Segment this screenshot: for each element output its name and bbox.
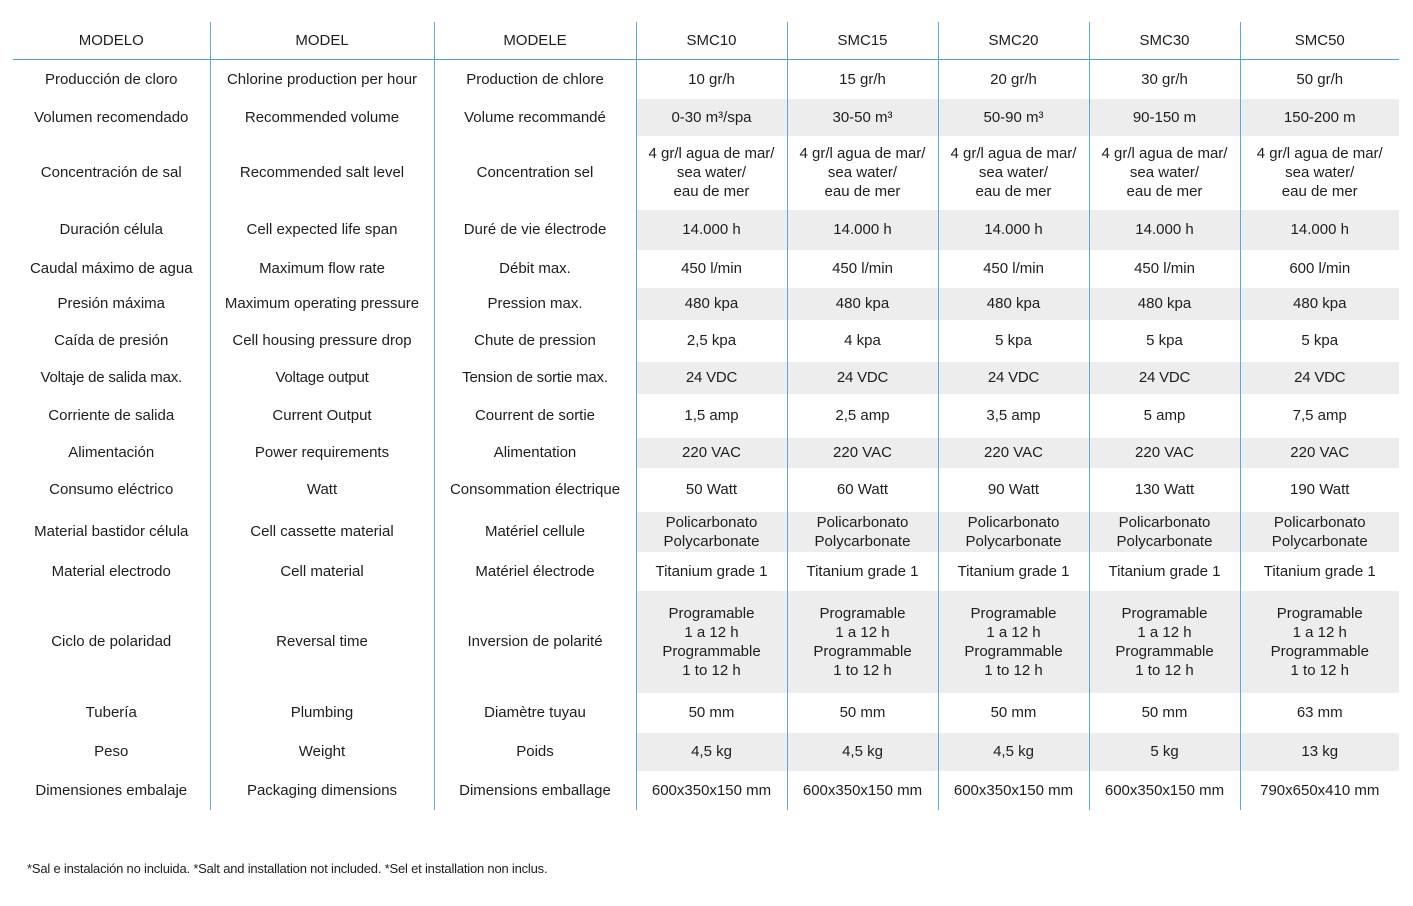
cell-smc-3: Policarbonato Polycarbonate [938,512,1089,552]
label-fr: Poids [434,733,636,771]
cell-smc-2: 24 VDC [787,362,938,394]
table-row [13,136,1399,210]
label-es: Material electrodo [13,552,210,591]
label-fr: Dimensions emballage [434,771,636,810]
cell-smc-4: 480 kpa [1089,288,1240,320]
label-fr: Volume recommandé [434,99,636,136]
label-fr: Diamètre tuyau [434,693,636,733]
footnote: *Sal e instalación no incluida. *Salt and installation not included. *Sel et installation non inclus. [27,861,548,876]
label-es: Peso [13,733,210,771]
cell-smc-1: 480 kpa [636,288,787,320]
cell-smc-3: 220 VAC [938,438,1089,468]
cell-smc-4: 14.000 h [1089,210,1240,250]
cell-smc-5: 220 VAC [1240,438,1399,468]
label-en: Maximum flow rate [210,250,434,288]
header-smc20: SMC20 [938,22,1089,60]
cell-smc-5: Titanium grade 1 [1263,562,1376,580]
cell-smc-1: 2,5 kpa [636,320,787,362]
cell-smc-1: 220 VAC [636,438,787,468]
cell-smc-1: 24 VDC [636,362,787,394]
cell-smc-5: 480 kpa [1240,288,1399,320]
label-es: Tubería [13,693,210,733]
cell-smc-2: 30-50 m³ [787,99,938,136]
label-fr: Pression max. [434,288,636,320]
label-es: Voltaje de salida max. [13,362,210,394]
cell-smc-4: 600x350x150 mm [1089,771,1240,810]
label-en: Packaging dimensions [210,771,434,810]
cell-smc-2: 220 VAC [787,438,938,468]
table-row [13,362,1399,394]
header-row [13,22,1399,60]
header-smc30: SMC30 [1089,22,1240,60]
cell-smc-3: 20 gr/h [938,60,1089,99]
cell-smc-5: 13 kg [1240,733,1399,771]
label-en: Watt [210,468,434,512]
table-row [13,438,1399,468]
cell-smc-5: Programable 1 a 12 h Programmable 1 to 12 h [1240,591,1399,693]
cell-smc-3: 4 gr/l agua de mar/ sea water/ eau de mer [938,136,1089,210]
label-en: Cell housing pressure drop [210,320,434,362]
label-fr: Alimentation [434,438,636,468]
cell-smc-2: 15 gr/h [787,60,938,99]
table-row [13,320,1399,362]
cell-smc-2: Titanium grade 1 [787,552,938,591]
cell-smc-2: 600x350x150 mm [787,771,938,810]
cell-smc-2: 4 gr/l agua de mar/ sea water/ eau de mer [787,136,938,210]
cell-smc-1: Programable 1 a 12 h Programmable 1 to 12 h [636,591,787,693]
label-en: Cell material [210,552,434,591]
cell-smc-4: 30 gr/h [1089,60,1240,99]
cell-smc-1: 450 l/min [636,250,787,288]
label-en: Plumbing [210,693,434,733]
table-row [13,771,1399,810]
cell-smc-3: 90 Watt [938,468,1089,512]
label-es: Ciclo de polaridad [13,591,210,693]
table-row [13,693,1399,733]
header-modele: MODELE [434,22,636,60]
table-row [13,60,1399,99]
table-row [13,288,1399,320]
cell-smc-4: Programable 1 a 12 h Programmable 1 to 12 h [1089,591,1240,693]
label-es: Corriente de salida [13,394,210,438]
cell-smc-1: 4,5 kg [636,733,787,771]
cell-smc-5: 4 gr/l agua de mar/ sea water/ eau de mer [1256,145,1383,200]
cell-smc-2: 14.000 h [787,210,938,250]
label-en: Power requirements [210,438,434,468]
label-en: Recommended volume [210,99,434,136]
cell-smc-2: Policarbonato Polycarbonate [787,512,938,552]
table-row [13,552,1399,591]
cell-smc-4: 220 VAC [1089,438,1240,468]
label-en: Reversal time [210,591,434,693]
cell-smc-4: 24 VDC [1089,362,1240,394]
cell-smc-5: 790x650x410 mm [1260,781,1380,799]
cell-smc-3: 50-90 m³ [938,99,1089,136]
cell-smc-1: 14.000 h [636,210,787,250]
header-smc15: SMC15 [787,22,938,60]
label-fr: Duré de vie électrode [434,210,636,250]
header-model: MODEL [210,22,434,60]
table-row [13,468,1399,512]
cell-smc-2: 50 mm [787,693,938,733]
label-es: Volumen recomendado [13,99,210,136]
cell-smc-4: Titanium grade 1 [1089,552,1240,591]
cell-smc-5: 150-200 m [1240,99,1399,136]
label-en: Chlorine production per hour [210,60,434,99]
label-fr: Production de chlore [434,60,636,99]
label-en: Weight [210,733,434,771]
table-row [13,250,1399,288]
cell-smc-1: 10 gr/h [636,60,787,99]
label-fr: Consommation électrique [434,468,636,512]
label-es: Producción de cloro [13,60,210,99]
cell-smc-1: Policarbonato Polycarbonate [636,512,787,552]
label-en: Cell expected life span [210,210,434,250]
cell-smc-4: 5 kg [1089,733,1240,771]
cell-smc-3: 4,5 kg [938,733,1089,771]
label-fr: Courrent de sortie [434,394,636,438]
label-en: Maximum operating pressure [210,288,434,320]
header-smc50: SMC50 [1240,22,1399,60]
cell-smc-2: Programable 1 a 12 h Programmable 1 to 12 h [787,591,938,693]
cell-smc-3: 600x350x150 mm [938,771,1089,810]
table-row [13,512,1399,552]
cell-smc-4: 130 Watt [1089,468,1240,512]
label-en: Current Output [210,394,434,438]
label-fr: Inversion de polarité [434,591,636,693]
cell-smc-1: 4 gr/l agua de mar/ sea water/ eau de mer [636,136,787,210]
spec-table [13,22,1399,810]
cell-smc-2: 4 kpa [787,320,938,362]
cell-smc-1: Titanium grade 1 [636,552,787,591]
cell-smc-4: 5 kpa [1089,320,1240,362]
table-row [13,99,1399,136]
label-es: Presión máxima [13,288,210,320]
cell-smc-4: 50 mm [1089,693,1240,733]
label-en: Recommended salt level [210,136,434,210]
cell-smc-4: 450 l/min [1089,250,1240,288]
label-en: Cell cassette material [210,512,434,552]
header-modelo: MODELO [13,22,210,60]
cell-smc-3: 480 kpa [938,288,1089,320]
cell-smc-5: 600 l/min [1289,260,1351,277]
label-es: Concentración de sal [13,136,210,210]
cell-smc-3: 5 kpa [938,320,1089,362]
cell-smc-1: 50 mm [636,693,787,733]
cell-smc-2: 4,5 kg [787,733,938,771]
cell-smc-5: Policarbonato Polycarbonate [1240,512,1399,552]
label-fr: Tension de sortie max. [434,362,636,394]
label-fr: Débit max. [434,250,636,288]
label-es: Caudal máximo de agua [13,250,210,288]
cell-smc-2: 60 Watt [787,468,938,512]
cell-smc-4: 4 gr/l agua de mar/ sea water/ eau de mer [1089,136,1240,210]
label-fr: Concentration sel [434,136,636,210]
cell-smc-1: 0-30 m³/spa [636,99,787,136]
label-fr: Chute de pression [434,320,636,362]
cell-smc-5: 63 mm [1296,704,1343,721]
cell-smc-5: 7,5 amp [1292,407,1347,424]
cell-smc-3: Titanium grade 1 [938,552,1089,591]
cell-smc-5: 14.000 h [1240,210,1399,250]
header-smc10: SMC10 [636,22,787,60]
label-fr: Matériel électrode [434,552,636,591]
cell-smc-5: 5 kpa [1301,332,1339,349]
label-es: Material bastidor célula [13,512,210,552]
cell-smc-3: Programable 1 a 12 h Programmable 1 to 12 h [938,591,1089,693]
cell-smc-1: 50 Watt [636,468,787,512]
cell-smc-2: 450 l/min [787,250,938,288]
cell-smc-3: 24 VDC [938,362,1089,394]
table-row [13,210,1399,250]
cell-smc-1: 600x350x150 mm [636,771,787,810]
cell-smc-5: 190 Watt [1290,481,1350,498]
label-es: Caída de presión [13,320,210,362]
label-es: Consumo eléctrico [13,468,210,512]
cell-smc-3: 450 l/min [938,250,1089,288]
label-en: Voltage output [210,362,434,394]
label-fr: Matériel cellule [434,512,636,552]
cell-smc-5: 50 gr/h [1296,70,1344,88]
cell-smc-2: 480 kpa [787,288,938,320]
label-es: Duración célula [13,210,210,250]
cell-smc-4: Policarbonato Polycarbonate [1089,512,1240,552]
cell-smc-3: 50 mm [938,693,1089,733]
label-es: Dimensiones embalaje [13,771,210,810]
cell-smc-2: 2,5 amp [787,394,938,438]
table-row [13,394,1399,438]
table-row [13,733,1399,771]
cell-smc-4: 5 amp [1089,394,1240,438]
label-es: Alimentación [13,438,210,468]
table-row [13,591,1399,693]
cell-smc-3: 3,5 amp [938,394,1089,438]
cell-smc-1: 1,5 amp [636,394,787,438]
cell-smc-3: 14.000 h [938,210,1089,250]
cell-smc-4: 90-150 m [1089,99,1240,136]
cell-smc-5: 24 VDC [1240,362,1399,394]
